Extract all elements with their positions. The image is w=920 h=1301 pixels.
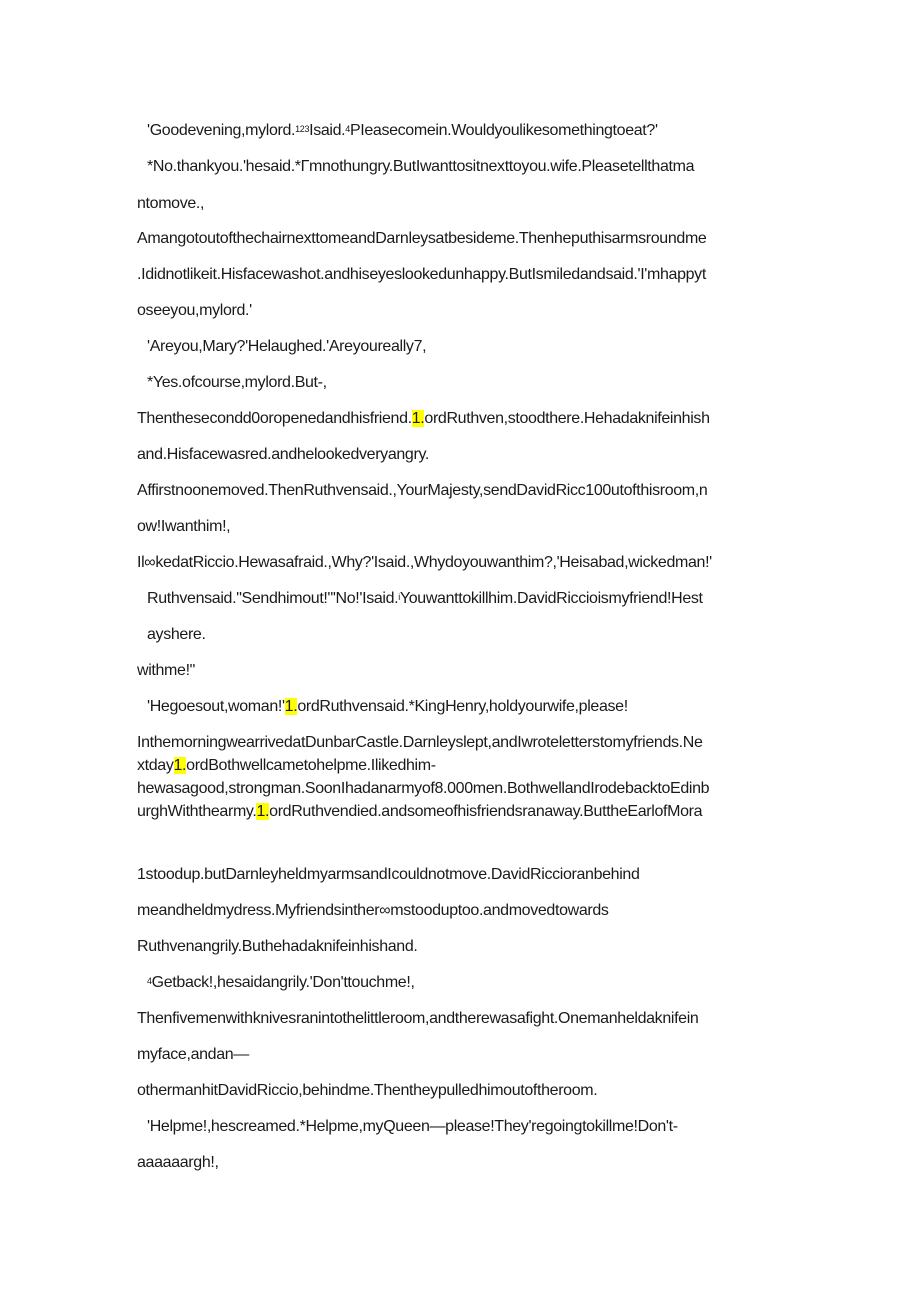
text-line: Thenfivemenwithknivesranintothelittleroom,andtherewasafight.Onemanheldaknifein — [137, 1010, 699, 1027]
text-line: Affirstnoonemoved.ThenRuthvensaid.,YourMajesty,sendDavidRicc100utofthisroom,n — [137, 482, 708, 499]
highlight-mark: 1. — [411, 410, 425, 427]
text-line: hewasagood,strongman.SoonIhadanarmyof8.000men.BothwellandIrodebacktoEdinb — [137, 780, 710, 797]
highlight-mark: 1. — [284, 698, 298, 715]
text-line: withme!" — [137, 662, 196, 679]
text-line: and.Hisfacewasred.andhelookedveryangry. — [137, 446, 430, 463]
text-line: Ruthvensaid."Sendhimout!"'No!'Isaid.$^i$Youwanttokillhim.DavidRiccioismyfriend!Hest — [147, 590, 703, 607]
text-line: Thenthesecondd0oropenedandhisfriend.1.ordRuthven,stoodthere.Hehadaknifeinhish — [137, 410, 710, 427]
text-line: othermanhitDavidRiccio,behindme.Thentheypulledhimoutoftheroom. — [137, 1082, 598, 1099]
text-line: ntomove., — [137, 195, 205, 212]
text-line: InthemorningwearrivedatDunbarCastle.Darnleyslept,andIwroteletterstomyfriends.Ne — [137, 734, 703, 751]
text-line: myface,andan— — [137, 1046, 249, 1063]
highlight-mark: 1. — [173, 757, 187, 774]
text-line: ow!Iwanthim!, — [137, 518, 231, 535]
text-line: 'Hegoesout,woman!'1.ordRuthvensaid.*KingHenry,holdyourwife,please! — [147, 698, 628, 715]
text-line: meandheldmydress.Myfriendsinther∞mstooduptoo.andmovedtowards — [137, 902, 609, 919]
text-line: *Yes.ofcourse,mylord.But-, — [147, 374, 327, 391]
highlight-mark: 1. — [256, 803, 270, 820]
text-line: ayshere. — [147, 626, 206, 643]
text-line: urghWiththearmy.1.ordRuthvendied.andsomeofhisfriendsranaway.ButtheEarlofMora — [137, 803, 703, 820]
text-line: 'Helpme!,hescreamed.*Helpme,myQueen—please!They'regoingtokillme!Don't- — [147, 1118, 678, 1135]
text-line: $^4$Getback!,hesaidangrily.'Don'ttouchme!, — [147, 974, 415, 991]
text-line: xtday1.ordBothwellcametohelpme.Ilikedhim- — [137, 757, 436, 774]
text-line: Ruthvenangrily.Buthehadaknifeinhishand. — [137, 938, 418, 955]
text-line: *No.thankyou.'hesaid.*Гmnothungry.ButIwanttositnexttoyou.wife.Pleasetellthatma — [147, 158, 695, 175]
text-line: 'Areyou,Mary?'Helaughed.'Areyoureally7, — [147, 338, 427, 355]
text-line: AmangotoutofthechairnexttomeandDarnleysatbesideme.Thenheputhisarmsroundme — [137, 230, 707, 247]
text-line: 1stoodup.butDarnleyheldmyarmsandIcouldnotmove.DavidRiccioranbehind — [137, 866, 640, 883]
text-line: Il∞kedatRiccio.Hewasafraid.,Why?'Isaid.,Whydoyouwanthim?,'Heisabad,wickedman!' — [137, 554, 712, 571]
text-line: aaaaaargh!, — [137, 1154, 219, 1171]
text-line: oseeyou,mylord.' — [137, 302, 252, 319]
text-line: .Ididnotlikeit.Hisfacewashot.andhiseyeslookedunhappy.ButIsmiledandsaid.'I'mhappyt — [137, 266, 706, 283]
text-line: 'Goodevening,mylord.$^{123}$Isaid.$^4$PIeasecomein.Wouldyoulikesomethingtoeat?' — [147, 122, 658, 139]
